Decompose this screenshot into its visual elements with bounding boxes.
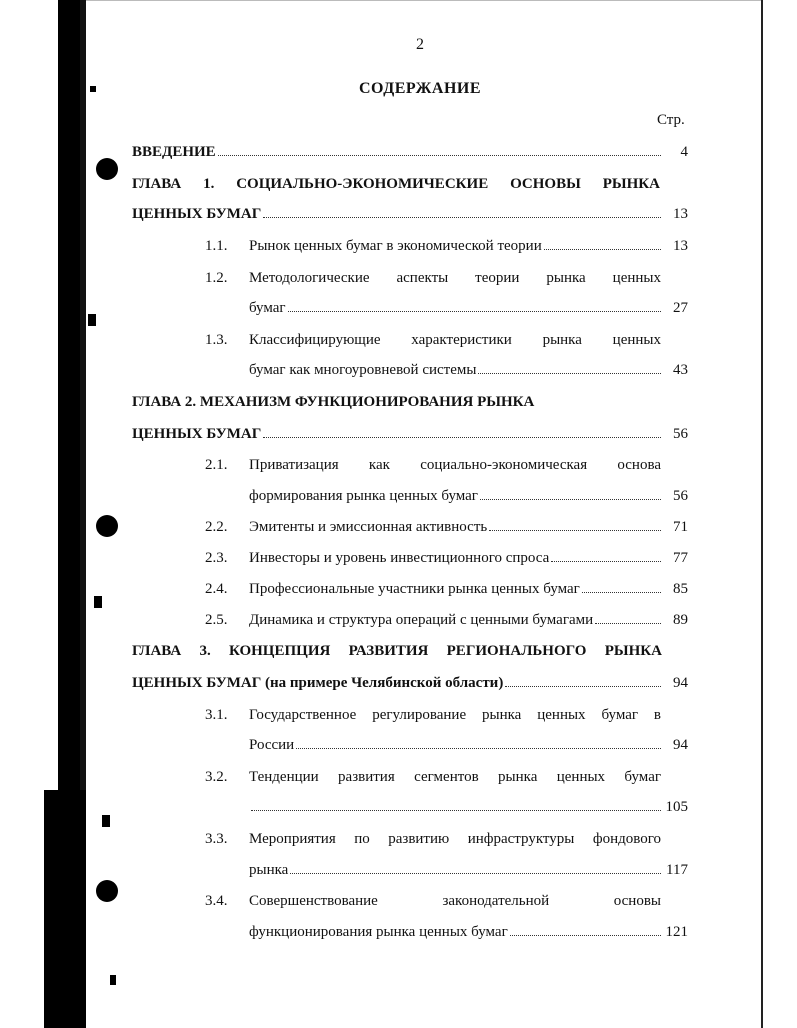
section-number: 3.2. bbox=[205, 769, 228, 785]
toc-entry-3-4: Совершенствование законодательной основы bbox=[249, 893, 661, 909]
section-number: 1.3. bbox=[205, 332, 228, 348]
toc-page-number: 56 bbox=[673, 426, 688, 442]
section-number: 1.1. bbox=[205, 238, 228, 254]
section-number: 2.1. bbox=[205, 457, 228, 473]
dot-leader bbox=[478, 373, 661, 374]
toc-entry-3-2-cont bbox=[249, 797, 688, 817]
punch-hole bbox=[96, 880, 118, 902]
dot-leader bbox=[251, 810, 661, 811]
toc-entry-3-4-cont: функционирования рынка ценных бумаг 121 bbox=[249, 924, 688, 940]
scan-speck bbox=[88, 314, 96, 326]
chapter-1-heading: ГЛАВА 1. СОЦИАЛЬНО-ЭКОНОМИЧЕСКИЕ ОСНОВЫ РЫНКА bbox=[132, 176, 660, 192]
dot-leader bbox=[544, 249, 661, 250]
section-number: 2.4. bbox=[205, 581, 228, 597]
scan-edge-right bbox=[761, 0, 763, 1028]
section-number: 3.1. bbox=[205, 707, 228, 723]
dot-leader bbox=[288, 311, 661, 312]
chapter-1-heading-cont: ЦЕННЫХ БУМАГ 13 bbox=[132, 206, 688, 222]
toc-page-number: 85 bbox=[673, 581, 688, 597]
toc-entry-1-1: Рынок ценных бумаг в экономической теории 13 bbox=[249, 238, 688, 254]
toc-page-number: 13 bbox=[673, 238, 688, 254]
toc-page-number: 13 bbox=[673, 206, 688, 222]
dot-leader bbox=[263, 217, 661, 218]
section-number: 1.2. bbox=[205, 270, 228, 286]
toc-page-number: 94 bbox=[673, 737, 688, 753]
dot-leader bbox=[595, 623, 661, 624]
toc-page-number: 94 bbox=[673, 675, 688, 691]
chapter-3-heading-cont: ЦЕННЫХ БУМАГ (на примере Челябинской области) 94 bbox=[132, 675, 688, 691]
toc-entry-2-4: Профессиональные участники рынка ценных бумаг 85 bbox=[249, 581, 688, 597]
toc-entry-3-3: Мероприятия по развитию инфраструктуры фондового bbox=[249, 831, 661, 847]
toc-entry-2-1: Приватизация как социально-экономическая основа bbox=[249, 457, 661, 473]
scan-speck bbox=[102, 815, 110, 827]
punch-hole bbox=[96, 158, 118, 180]
section-number: 2.2. bbox=[205, 519, 228, 535]
toc-entry-3-2: Тенденции развития сегментов рынка ценных бумаг bbox=[249, 769, 661, 785]
toc-entry-2-2: Эмитенты и эмиссионная активность 71 bbox=[249, 519, 688, 535]
punch-hole bbox=[96, 515, 118, 537]
scan-shadow-bottom bbox=[44, 790, 86, 1028]
toc-page-number: 71 bbox=[673, 519, 688, 535]
dot-leader bbox=[218, 155, 661, 156]
dot-leader bbox=[480, 499, 661, 500]
section-number: 2.5. bbox=[205, 612, 228, 628]
page-number: 2 bbox=[416, 36, 424, 53]
scan-speck bbox=[110, 975, 116, 985]
chapter-2-heading: ГЛАВА 2. МЕХАНИЗМ ФУНКЦИОНИРОВАНИЯ РЫНКА bbox=[132, 394, 535, 410]
toc-page-number: 105 bbox=[665, 799, 688, 815]
toc-page-number: 43 bbox=[673, 362, 688, 378]
dot-leader bbox=[263, 437, 661, 438]
toc-entry-1-2: Методологические аспекты теории рынка ценных bbox=[249, 270, 661, 286]
section-number: 2.3. bbox=[205, 550, 228, 566]
dot-leader bbox=[489, 530, 661, 531]
dot-leader bbox=[296, 748, 661, 749]
toc-entry-3-3-cont: рынка 117 bbox=[249, 862, 688, 878]
dot-leader bbox=[551, 561, 661, 562]
dot-leader bbox=[582, 592, 661, 593]
chapter-3-heading: ГЛАВА 3. КОНЦЕПЦИЯ РАЗВИТИЯ РЕГИОНАЛЬНОГО РЫНКА bbox=[132, 643, 662, 659]
page-title: СОДЕРЖАНИЕ bbox=[358, 80, 482, 97]
toc-page-number: 56 bbox=[673, 488, 688, 504]
toc-page-number: 77 bbox=[673, 550, 688, 566]
toc-entry-intro bbox=[132, 142, 688, 162]
scan-edge-top bbox=[86, 0, 761, 1]
toc-page-number: 89 bbox=[673, 612, 688, 628]
scan-speck bbox=[94, 596, 102, 608]
chapter-2-heading-cont: ЦЕННЫХ БУМАГ 56 bbox=[132, 426, 688, 442]
toc-entry-2-3: Инвесторы и уровень инвестиционного спроса 77 bbox=[249, 550, 688, 566]
toc-page-number: 27 bbox=[673, 300, 688, 316]
dot-leader bbox=[510, 935, 661, 936]
toc-entry-2-1-cont: формирования рынка ценных бумаг 56 bbox=[249, 488, 688, 504]
toc-page-number: 4 bbox=[680, 144, 688, 160]
toc-entry-3-1: Государственное регулирование рынка ценных бумаг в bbox=[249, 707, 661, 723]
section-number: 3.3. bbox=[205, 831, 228, 847]
toc-entry-1-3: Классифицирующие характеристики рынка ценных bbox=[249, 332, 661, 348]
toc-entry-3-1-cont: России 94 bbox=[249, 737, 688, 753]
toc-page-number: 121 bbox=[665, 924, 688, 940]
page-column-header: Стр. bbox=[657, 112, 685, 128]
toc-entry-2-5: Динамика и структура операций с ценными бумагами 89 bbox=[249, 612, 688, 628]
toc-entry-1-3-cont: бумаг как многоуровневой системы 43 bbox=[249, 362, 688, 378]
toc-entry-label: ВВЕДЕНИЕ bbox=[132, 144, 216, 160]
dot-leader bbox=[505, 686, 661, 687]
toc-page-number: 117 bbox=[666, 862, 688, 878]
dot-leader bbox=[290, 873, 661, 874]
toc-entry-1-2-cont: бумаг 27 bbox=[249, 300, 688, 316]
section-number: 3.4. bbox=[205, 893, 228, 909]
